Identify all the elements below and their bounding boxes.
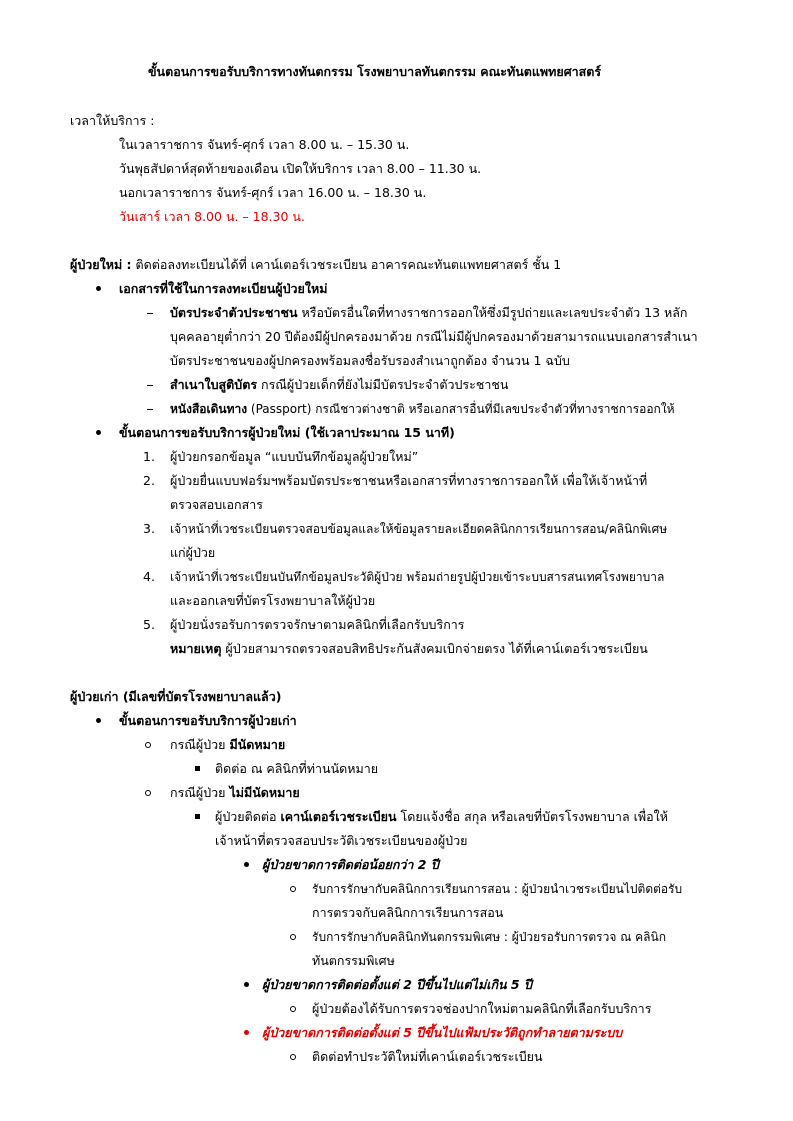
doc-item-cont: บุคคลอายุต่ำกว่า 20 ปีต้องมีผู้ปกครองมาด้วย กรณีไม่มีผู้ปกครองมาด้วยสามารถแนบเอกสารสำเนา <box>170 329 698 344</box>
doc-item <box>170 375 508 395</box>
new-patient-label: ผู้ป่วยใหม่ : <box>70 257 132 272</box>
doc-item-label: หนังสือเดินทาง <box>170 402 248 416</box>
new-patient-location: ติดต่อลงทะเบียนได้ที่ เคาน์เตอร์เวชระเบียน อาคารคณะทันตแพทยศาสตร์ ชั้น 1 <box>131 257 562 272</box>
circle-bullet-icon <box>145 790 151 796</box>
step-text: ผู้ป่วยยื่นแบบฟอร์มฯพร้อมบัตรประชาชนหรือเอกสารที่ทางราชการออกให้ เพื่อให้เจ้าหน้าที่ <box>170 473 648 488</box>
step-number: 2. <box>143 473 155 488</box>
circle-bullet-icon <box>145 742 151 748</box>
circle-bullet-icon <box>290 1054 296 1060</box>
lapse-case-item: รับการรักษากับคลินิกทันตกรรมพิเศษ : ผู้ป่วยรอรับการตรวจ ณ คลินิก <box>312 930 666 944</box>
hours-line: ในเวลาราชการ จันทร์-ศุกร์ เวลา 8.00 น. – 15.30 น. <box>119 137 410 152</box>
square-bullet-icon <box>195 814 200 819</box>
lapse-case-title: ผู้ป่วยขาดการติดต่อตั้งแต่ 2 ปีขึ้นไปแต่ไม่เกิน 5 ปี <box>262 977 532 992</box>
case-prefix: กรณีผู้ป่วย <box>170 785 230 800</box>
hours-heading: เวลาให้บริการ : <box>70 113 155 128</box>
bullet-icon <box>244 982 249 987</box>
step-text: ผู้ป่วยกรอกข้อมูล “แบบบันทึกข้อมูลผู้ป่วยใหม่” <box>170 449 419 464</box>
new-patient-heading <box>70 255 561 275</box>
doc-item-desc: (Passport) กรณีชาวต่างชาติ หรือเอกสารอื่นที่มีเลขประจำตัวที่ทางราชการออกให้ <box>247 402 675 416</box>
no-appointment-item-cont: เจ้าหน้าที่ตรวจสอบประวัติเวชระเบียนของผู้ป่วย <box>215 833 468 848</box>
hours-line-saturday: วันเสาร์ เวลา 8.00 น. – 18.30 น. <box>119 209 305 224</box>
item-prefix: ผู้ป่วยติดต่อ <box>215 809 281 824</box>
step-text: ผู้ป่วยนั่งรอรับการตรวจรักษาตามคลินิกที่เลือกรับบริการ <box>170 617 465 632</box>
hours-line: วันพุธสัปดาห์สุดท้ายของเดือน เปิดให้บริการ เวลา 8.00 – 11.30 น. <box>119 161 482 176</box>
circle-bullet-icon <box>290 1006 296 1012</box>
circle-bullet-icon <box>290 886 296 892</box>
doc-item <box>170 303 688 323</box>
bullet-icon <box>96 718 101 723</box>
appointment-item: ติดต่อ ณ คลินิกที่ท่านนัดหมาย <box>215 761 379 776</box>
old-patient-heading: ผู้ป่วยเก่า (มีเลขที่บัตรโรงพยาบาลแล้ว) <box>70 689 282 704</box>
lapse-case-item-cont: การตรวจกับคลินิกการเรียนการสอน <box>312 905 504 920</box>
no-appointment-item <box>215 807 668 827</box>
note-label: หมายเหตุ <box>170 641 222 656</box>
item-desc: โดยแจ้งชื่อ สกุล หรือเลขที่บัตรโรงพยาบาล เพื่อให้ <box>396 809 668 824</box>
case-prefix: กรณีผู้ป่วย <box>170 737 230 752</box>
square-bullet-icon <box>195 766 200 771</box>
page-title: ขั้นตอนการขอรับบริการทางทันตกรรม โรงพยาบาลทันตกรรม คณะทันตแพทยศาสตร์ <box>148 64 602 79</box>
doc-item-label: บัตรประจำตัวประชาชน <box>170 305 298 320</box>
case-label: ไม่มีนัดหมาย <box>229 785 300 800</box>
doc-item-cont: บัตรประชาชนของผู้ปกครองพร้อมลงชื่อรับรองสำเนาถูกต้อง จำนวน 1 ฉบับ <box>170 353 570 368</box>
step-number: 1. <box>143 449 155 464</box>
bullet-icon <box>244 862 249 867</box>
lapse-case-item: ผู้ป่วยต้องได้รับการตรวจช่องปากใหม่ตามคลินิกที่เลือกรับบริการ <box>312 1001 652 1016</box>
hours-line: นอกเวลาราชการ จันทร์-ศุกร์ เวลา 16.00 น. – 18.30 น. <box>119 185 427 200</box>
step-text: แก่ผู้ป่วย <box>170 545 216 560</box>
note-text: ผู้ป่วยสามารถตรวจสอบสิทธิประกันสังคมเบิกจ่ายตรง ได้ที่เคาน์เตอร์เวชระเบียน <box>221 641 648 656</box>
step-text: เจ้าหน้าที่เวชระเบียนตรวจสอบข้อมูลและให้ข้อมูลรายละเอียดคลินิกการเรียนการสอน/คลินิกพิเศษ <box>170 522 668 536</box>
doc-item-label: สำเนาใบสูติบัตร <box>170 377 258 392</box>
dash-icon <box>147 313 153 314</box>
lapse-case-item-cont: ทันตกรรมพิเศษ <box>312 953 395 968</box>
lapse-case-item: ติดต่อทำประวัติใหม่ที่เคาน์เตอร์เวชระเบียน <box>312 1049 543 1064</box>
step-number: 4. <box>143 569 155 584</box>
docs-title: เอกสารที่ใช้ในการลงทะเบียนผู้ป่วยใหม่ <box>119 281 328 296</box>
step-text: เจ้าหน้าที่เวชระเบียนบันทึกข้อมูลประวัติผู้ป่วย พร้อมถ่ายรูปผู้ป่วยเข้าระบบสารสนเทศโรงพยาบาล <box>170 570 665 584</box>
dash-icon <box>147 385 153 386</box>
step-number: 3. <box>143 521 155 536</box>
case-with-appointment <box>170 735 285 755</box>
bullet-icon <box>96 430 101 435</box>
circle-bullet-icon <box>290 934 296 940</box>
lapse-case-item: รับการรักษากับคลินิกการเรียนการสอน : ผู้ป่วยนำเวชระเบียนไปติดต่อรับ <box>312 882 683 896</box>
bullet-icon <box>244 1030 249 1035</box>
note <box>170 639 648 659</box>
bullet-icon <box>96 286 101 291</box>
doc-item <box>170 399 675 419</box>
step-number: 5. <box>143 617 155 632</box>
step-text: ตรวจสอบเอกสาร <box>170 497 263 512</box>
lapse-case-title-red: ผู้ป่วยขาดการติดต่อตั้งแต่ 5 ปีขึ้นไปแฟ้มประวัติถูกทำลายตามระบบ <box>262 1025 623 1040</box>
item-label: เคาน์เตอร์เวชระเบียน <box>280 809 397 824</box>
step-text: และออกเลขที่บัตรโรงพยาบาลให้ผู้ป่วย <box>170 593 376 608</box>
lapse-case-title: ผู้ป่วยขาดการติดต่อน้อยกว่า 2 ปี <box>262 857 439 872</box>
case-without-appointment <box>170 783 300 803</box>
doc-item-desc: กรณีผู้ป่วยเด็กที่ยังไม่มีบัตรประจำตัวประชาชน <box>257 377 509 392</box>
dash-icon <box>147 409 153 410</box>
steps-title: ขั้นตอนการขอรับบริการผู้ป่วยใหม่ (ใช้เวลาประมาณ 15 นาที) <box>119 425 455 440</box>
doc-item-desc: หรือบัตรอื่นใดที่ทางราชการออกให้ซึ่งมีรูปถ่ายและเลขประจำตัว 13 หลัก <box>297 305 688 320</box>
case-label: มีนัดหมาย <box>229 737 286 752</box>
old-steps-title: ขั้นตอนการขอรับบริการผู้ป่วยเก่า <box>119 713 297 728</box>
